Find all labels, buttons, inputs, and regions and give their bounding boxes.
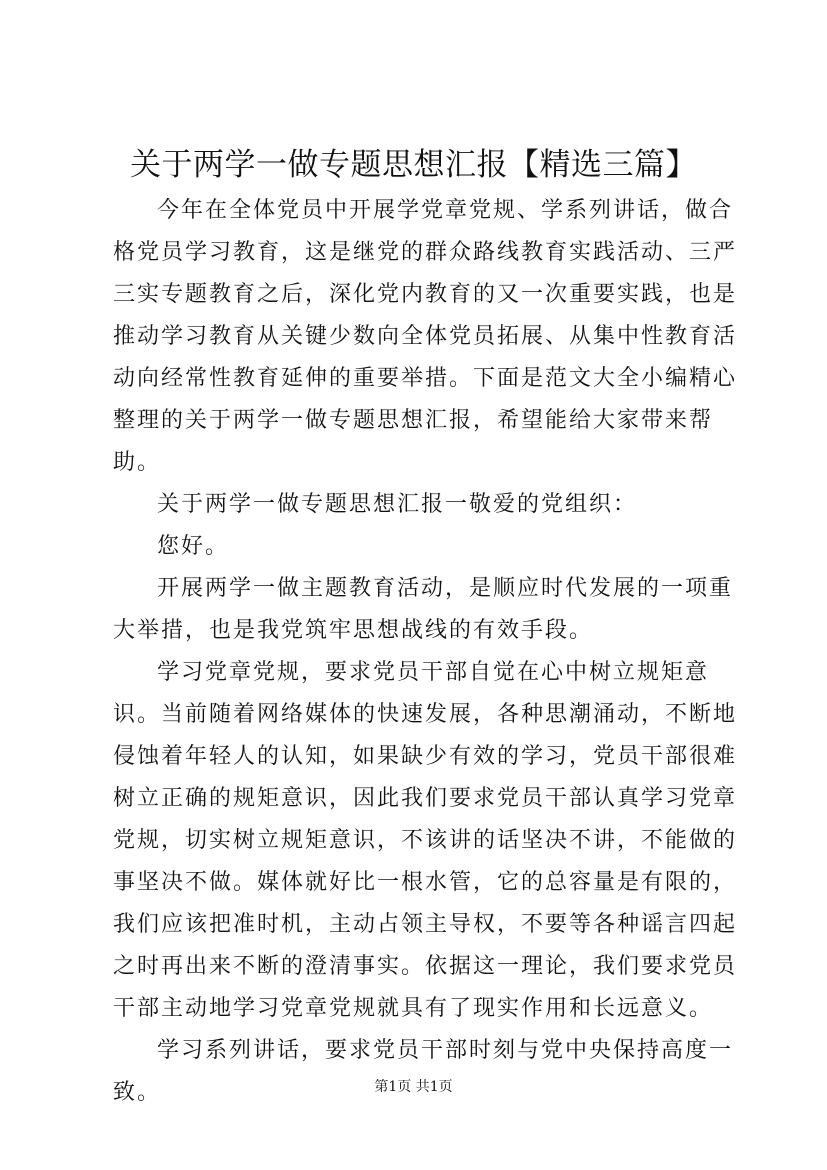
body-paragraph: 开展两学一做主题教育活动，是顺应时代发展的一项重大举措，也是我党筑牢思想战线的有效手段。 — [113, 576, 734, 643]
body-paragraph: 学习党章党规，要求党员干部自觉在心中树立规矩意识。当前随着网络媒体的快速发展，各种思潮涌动，不断地侵蚀着年轻人的认知，如果缺少有效的学习，党员干部很难树立正确的规矩意识，因此我们要求党员干部认真学习党章党规，切实树立规矩意识，不该讲的话坚决不讲，不能做的事坚决不做。媒体就好比一根水管，它的总容量是有限的，我们应该把准时机，主动占领主导权，不要等各种谣言四起之时再出来不断的澄清事实。依据这一理论，我们要求党员干部主动地学习党章党规就具有了现实作用和长远意义。 — [113, 660, 738, 1021]
document-title: 关于两学一做专题思想汇报【精选三篇】 — [130, 147, 697, 183]
document-body — [113, 190, 753, 1114]
body-paragraph: 学习系列讲话，要求党员干部时刻与党中央保持高度一致。 — [113, 1038, 734, 1105]
page-footer: 第1页 共1页 — [374, 1079, 453, 1095]
body-paragraph: 关于两学一做专题思想汇报一敬爱的党组织： — [157, 492, 638, 517]
body-paragraph: 今年在全体党员中开展学党章党规、学系列讲话，做合格党员学习教育，这是继党的群众路线教育实践活动、三严三实专题教育之后，深化党内教育的又一次重要实践，也是推动学习教育从关键少数向全体党员拓展、从集中性教育活动向经常性教育延伸的重要举措。下面是范文大全小编精心整理的关于两学一做专题思想汇报，希望能给大家带来帮助。 — [113, 198, 738, 475]
body-paragraph: 您好。 — [157, 534, 230, 559]
